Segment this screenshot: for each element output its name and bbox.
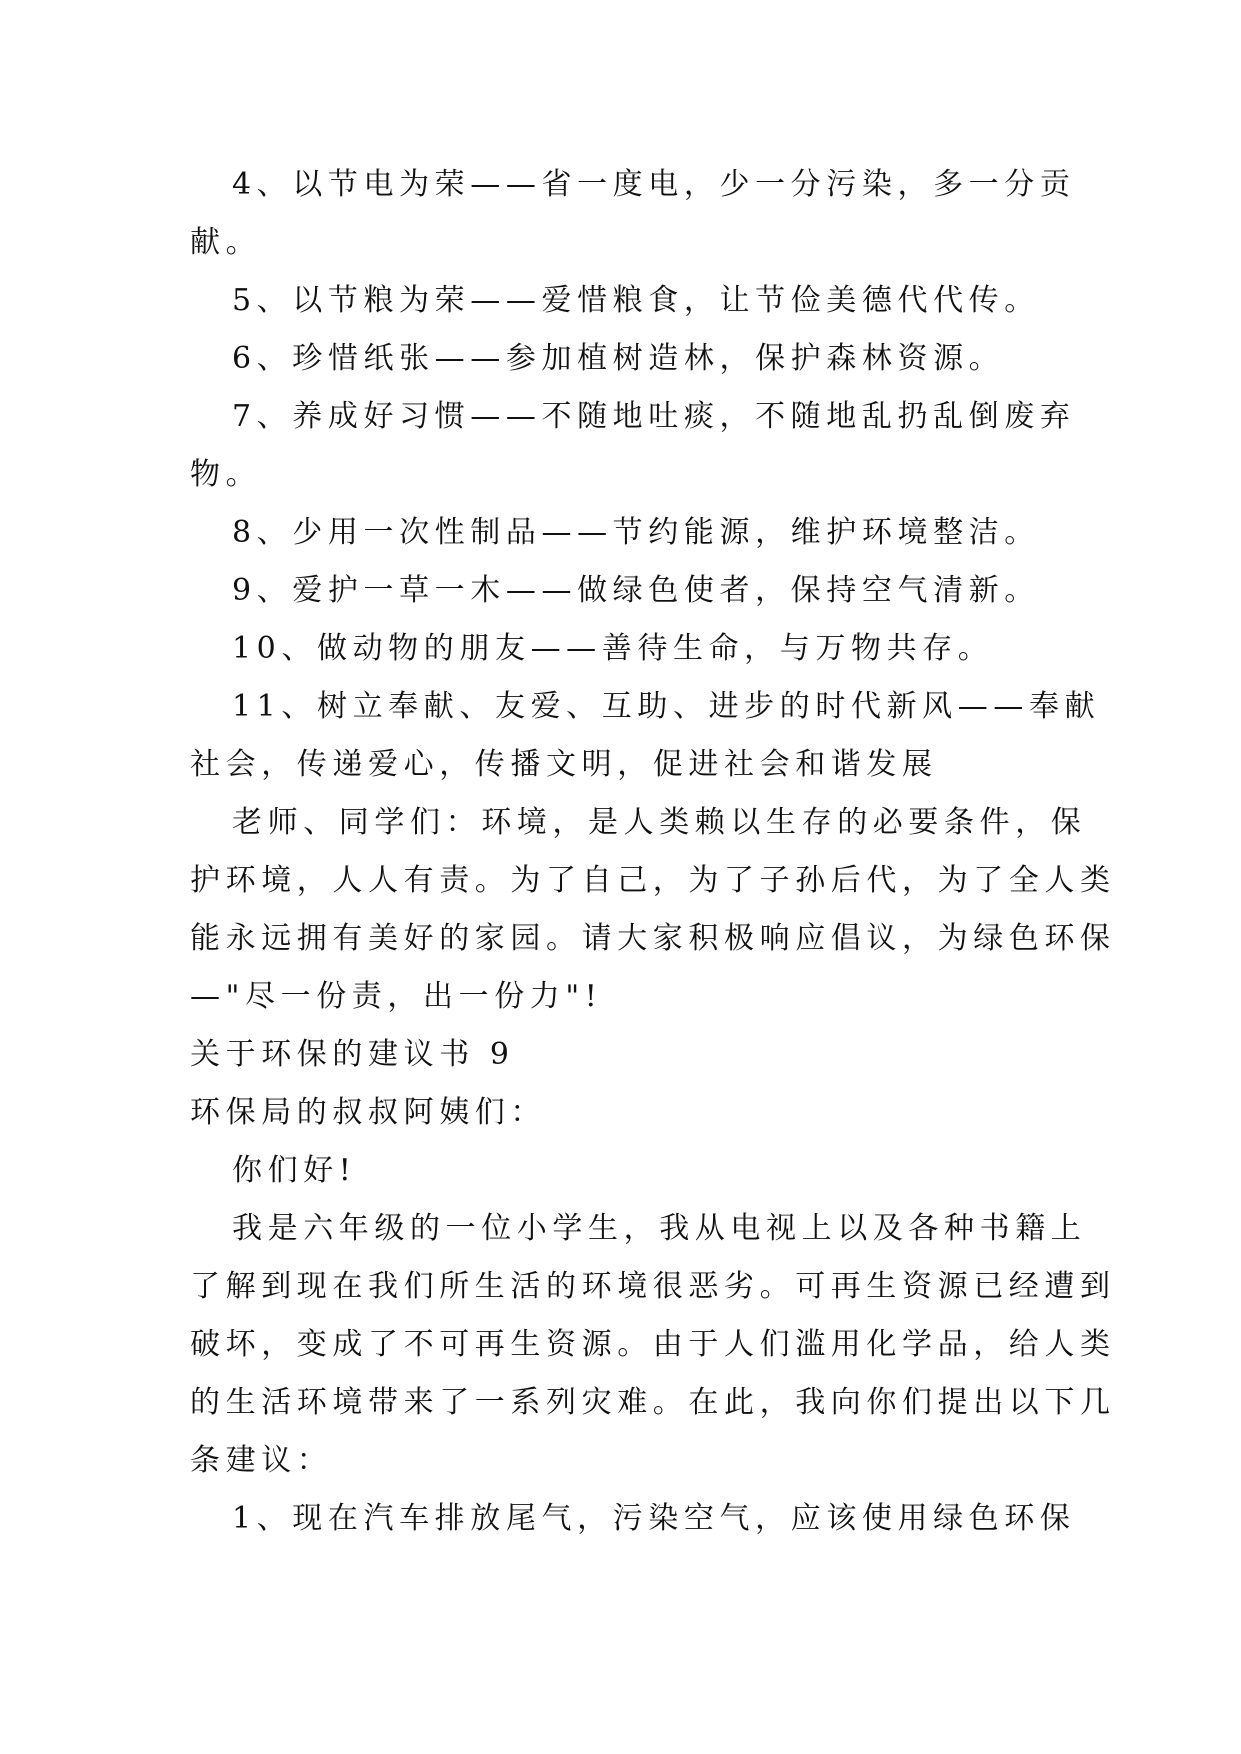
text-line: 环保局的叔叔阿姨们： bbox=[190, 1095, 546, 1130]
text-line: 1、现在汽车排放尾气，污染空气，应该使用绿色环保 bbox=[232, 1501, 1076, 1536]
paragraph bbox=[190, 620, 1070, 678]
paragraph bbox=[190, 1200, 1116, 1490]
paragraph bbox=[190, 1490, 1076, 1548]
text-line: 社会，传递爱心，传播文明，促进社会和谐发展 bbox=[190, 747, 938, 782]
text-line: 9、爱护一草一木——做绿色使者，保持空气清新。 bbox=[232, 573, 1040, 608]
paragraph bbox=[190, 562, 1070, 620]
paragraph bbox=[190, 1084, 1070, 1142]
paragraph bbox=[190, 1142, 1070, 1200]
text-line: 破坏，变成了不可再生资源。由于人们滥用化学品，给人类 bbox=[190, 1327, 1116, 1362]
text-line: 关于环保的建议书 9 bbox=[190, 1037, 515, 1072]
paragraph bbox=[190, 678, 1101, 794]
text-line: 我是六年级的一位小学生，我从电视上以及各种书籍上 bbox=[232, 1211, 1087, 1246]
text-line: 献。 bbox=[190, 225, 262, 260]
paragraph bbox=[190, 794, 1116, 1026]
text-line: 你们好! bbox=[232, 1153, 357, 1188]
paragraph bbox=[190, 330, 1070, 388]
text-line: 老师、同学们：环境，是人类赖以生存的必要条件，保 bbox=[232, 805, 1087, 840]
document-body bbox=[190, 156, 1116, 1548]
paragraph bbox=[190, 504, 1070, 562]
text-line: 6、珍惜纸张——参加植树造林，保护森林资源。 bbox=[232, 341, 1005, 376]
text-line: 条建议： bbox=[190, 1443, 333, 1478]
text-line: 了解到现在我们所生活的环境很恶劣。可再生资源已经遭到 bbox=[190, 1269, 1116, 1304]
text-line: 11、树立奉献、友爱、互助、进步的时代新风——奉献 bbox=[232, 689, 1101, 724]
text-line: 物。 bbox=[190, 457, 262, 492]
paragraph bbox=[190, 388, 1076, 504]
paragraph bbox=[190, 156, 1076, 272]
text-line: 8、少用一次性制品——节约能源，维护环境整洁。 bbox=[232, 515, 1040, 550]
paragraph bbox=[190, 272, 1070, 330]
text-line: —"尽一份责，出一份力"! bbox=[190, 979, 603, 1014]
text-line: 护环境，人人有责。为了自己，为了子孙后代，为了全人类 bbox=[190, 863, 1116, 898]
text-line: 5、以节粮为荣——爱惜粮食，让节俭美德代代传。 bbox=[232, 283, 1040, 318]
text-line: 7、养成好习惯——不随地吐痰，不随地乱扔乱倒废弃 bbox=[232, 399, 1076, 434]
text-line: 10、做动物的朋友——善待生命，与万物共存。 bbox=[232, 631, 994, 666]
text-line: 能永远拥有美好的家园。请大家积极响应倡议，为绿色环保 bbox=[190, 921, 1116, 956]
section-heading bbox=[190, 1026, 1070, 1084]
text-line: 的生活环境带来了一系列灾难。在此，我向你们提出以下几 bbox=[190, 1385, 1116, 1420]
text-line: 4、以节电为荣——省一度电，少一分污染，多一分贡 bbox=[232, 167, 1076, 202]
